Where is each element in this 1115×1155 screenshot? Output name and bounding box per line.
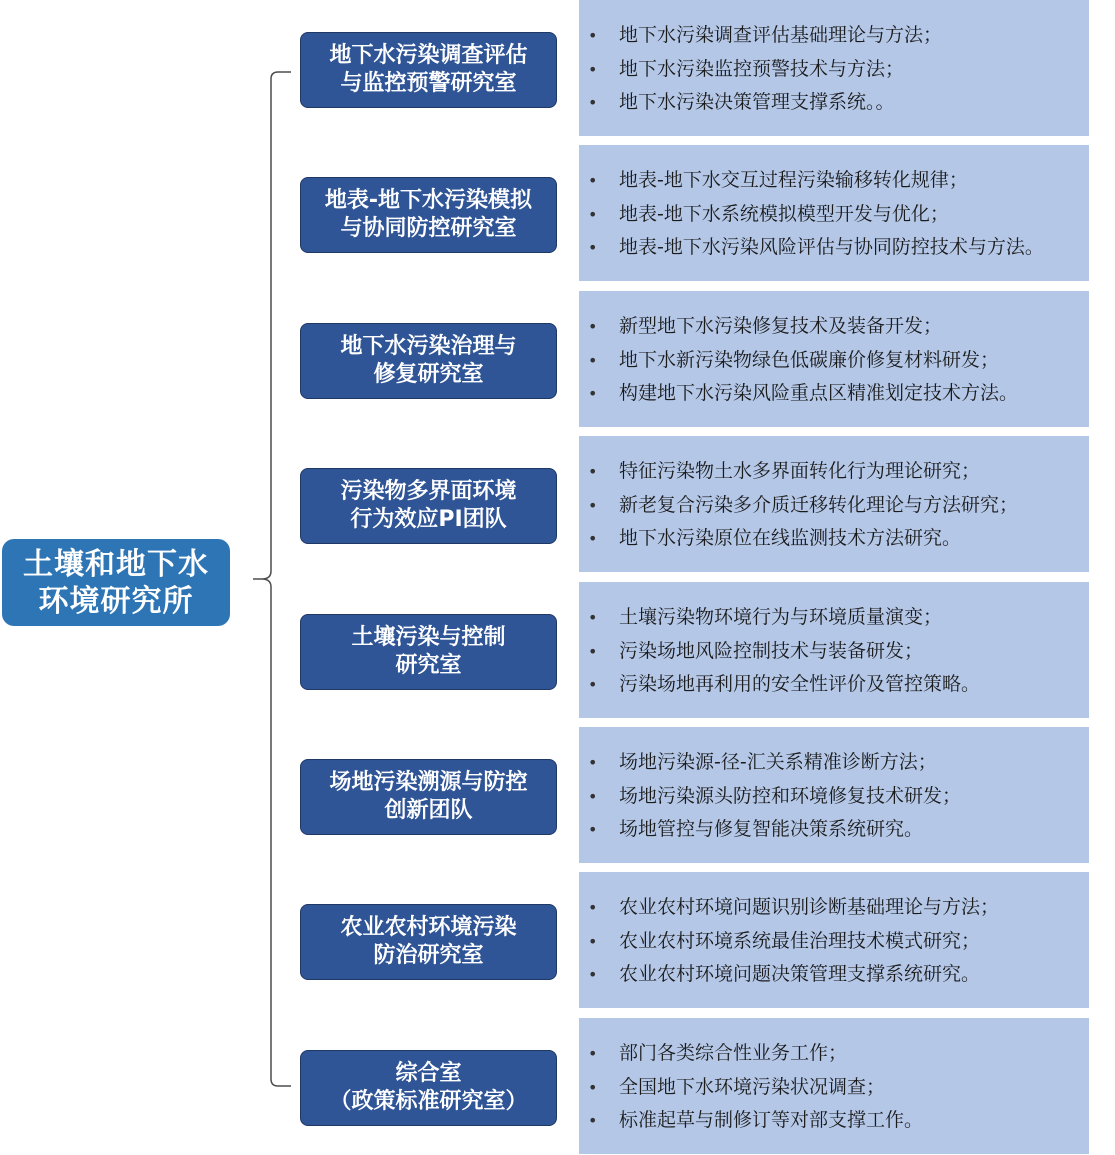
description-text: 地下水污染调查评估基础理论与方法； bbox=[619, 24, 943, 46]
description-item bbox=[579, 19, 1089, 53]
bullet-icon: • bbox=[588, 350, 598, 370]
description-text: 污染场地风险控制技术与装备研发； bbox=[619, 639, 924, 662]
department-description-panel bbox=[579, 872, 1089, 1008]
description-text: 污染场地再利用的安全性评价及管控策略。 bbox=[619, 673, 981, 695]
department-name-box bbox=[300, 32, 557, 108]
description-item bbox=[579, 1071, 1089, 1105]
bullet-icon: • bbox=[588, 238, 598, 257]
department-description-panel bbox=[579, 582, 1089, 718]
bullet-icon: • bbox=[588, 608, 598, 627]
department-name-box bbox=[300, 1050, 557, 1126]
description-item bbox=[579, 813, 1089, 847]
department-name-line: 地下水污染调查评估 bbox=[329, 43, 528, 68]
bullet-icon: • bbox=[588, 965, 598, 984]
department-name-box bbox=[300, 614, 557, 690]
bullet-icon: • bbox=[588, 675, 598, 694]
bullet-icon: • bbox=[588, 1077, 598, 1097]
department-row bbox=[0, 582, 1115, 718]
description-text: 标准起草与制修订等对部支撑工作。 bbox=[619, 1109, 924, 1131]
department-name-line: 场地污染溯源与防控 bbox=[329, 770, 528, 795]
description-item bbox=[579, 601, 1089, 635]
description-text: 农业农村环境问题决策管理支撑系统研究。 bbox=[619, 963, 981, 985]
department-name-line: 与协同防控研究室 bbox=[340, 216, 517, 241]
department-description-panel bbox=[579, 1018, 1089, 1154]
department-row bbox=[0, 1018, 1115, 1154]
department-row bbox=[0, 436, 1115, 572]
department-name-line: （政策标准研究室） bbox=[329, 1089, 528, 1114]
department-name-line: 创新团队 bbox=[384, 798, 473, 823]
department-row bbox=[0, 0, 1115, 136]
department-name-line: 研究室 bbox=[395, 653, 462, 678]
description-text: 场地污染源头防控和环境修复技术研发； bbox=[619, 784, 962, 807]
department-name-line: 行为效应PI团队 bbox=[350, 507, 507, 532]
department-row bbox=[0, 727, 1115, 863]
description-text: 全国地下水环境污染状况调查； bbox=[619, 1075, 886, 1098]
description-text: 场地管控与修复智能决策系统研究。 bbox=[619, 818, 924, 840]
description-item bbox=[579, 377, 1089, 411]
bullet-icon: • bbox=[588, 171, 598, 190]
description-text: 农业农村环境系统最佳治理技术模式研究； bbox=[619, 929, 981, 952]
department-name-box bbox=[300, 468, 557, 544]
description-item bbox=[579, 925, 1089, 959]
description-text: 新型地下水污染修复技术及装备开发； bbox=[619, 315, 943, 337]
department-name-line: 与监控预警研究室 bbox=[340, 71, 517, 96]
bullet-icon: • bbox=[588, 931, 598, 951]
department-name-line: 污染物多界面环境 bbox=[340, 479, 517, 504]
description-text: 地下水污染监控预警技术与方法； bbox=[619, 57, 905, 80]
description-item bbox=[579, 780, 1089, 814]
department-description-panel bbox=[579, 291, 1089, 427]
description-text: 地表-地下水系统模拟模型开发与优化； bbox=[619, 202, 949, 225]
bullet-icon: • bbox=[588, 204, 598, 224]
bullet-icon: • bbox=[588, 26, 598, 45]
bullet-icon: • bbox=[588, 495, 598, 515]
root-title-line-2: 环境研究所 bbox=[38, 583, 194, 619]
description-text: 新老复合污染多介质迁移转化理论与方法研究； bbox=[619, 493, 1019, 516]
root-title-line-1: 土壤和地下水 bbox=[23, 546, 209, 582]
description-item bbox=[579, 86, 1089, 120]
description-item bbox=[579, 522, 1089, 556]
department-name-box bbox=[300, 177, 557, 253]
bullet-icon: • bbox=[588, 820, 598, 839]
description-item bbox=[579, 891, 1089, 925]
description-item bbox=[579, 164, 1089, 198]
description-item bbox=[579, 198, 1089, 232]
description-item bbox=[579, 310, 1089, 344]
department-name-line: 修复研究室 bbox=[373, 362, 484, 387]
bullet-icon: • bbox=[588, 93, 598, 112]
description-text: 部门各类综合性业务工作； bbox=[619, 1042, 848, 1064]
department-name-box bbox=[300, 323, 557, 399]
department-name-line: 土壤污染与控制 bbox=[351, 625, 506, 650]
department-row bbox=[0, 145, 1115, 281]
department-description-panel bbox=[579, 0, 1089, 136]
description-text: 地表-地下水交互过程污染输移转化规律； bbox=[619, 169, 968, 191]
department-name-line: 农业农村环境污染 bbox=[340, 915, 517, 940]
bullet-icon: • bbox=[588, 753, 598, 772]
description-item bbox=[579, 455, 1089, 489]
bullet-icon: • bbox=[588, 317, 598, 336]
department-name-line: 防治研究室 bbox=[373, 943, 484, 968]
description-text: 地下水污染决策管理支撑系统。。 bbox=[619, 91, 895, 113]
description-item bbox=[579, 746, 1089, 780]
description-text: 场地污染源-径-汇关系精准诊断方法； bbox=[619, 751, 937, 773]
department-description-panel bbox=[579, 145, 1089, 281]
department-description-panel bbox=[579, 436, 1089, 572]
description-text: 农业农村环境问题识别诊断基础理论与方法； bbox=[619, 896, 1000, 918]
department-name-box bbox=[300, 904, 557, 980]
description-item bbox=[579, 958, 1089, 992]
description-item bbox=[579, 635, 1089, 669]
description-item bbox=[579, 1104, 1089, 1138]
description-text: 构建地下水污染风险重点区精准划定技术方法。 bbox=[619, 382, 1019, 404]
bullet-icon: • bbox=[588, 529, 598, 548]
description-item bbox=[579, 1037, 1089, 1071]
department-name-line: 综合室 bbox=[395, 1061, 462, 1086]
department-description-panel bbox=[579, 727, 1089, 863]
department-name-line: 地下水污染治理与 bbox=[340, 334, 517, 359]
description-text: 特征污染物土水多界面转化行为理论研究； bbox=[619, 460, 981, 482]
description-item bbox=[579, 344, 1089, 378]
description-text: 地下水新污染物绿色低碳廉价修复材料研发； bbox=[619, 348, 1000, 371]
department-row bbox=[0, 291, 1115, 427]
bullet-icon: • bbox=[588, 786, 598, 806]
description-item bbox=[579, 53, 1089, 87]
bullet-icon: • bbox=[588, 1044, 598, 1063]
description-text: 土壤污染物环境行为与环境质量演变； bbox=[619, 606, 943, 628]
bullet-icon: • bbox=[588, 462, 598, 481]
description-item bbox=[579, 231, 1089, 265]
bullet-icon: • bbox=[588, 1111, 598, 1130]
description-item bbox=[579, 668, 1089, 702]
bullet-icon: • bbox=[588, 59, 598, 79]
department-row bbox=[0, 872, 1115, 1008]
description-text: 地下水污染原位在线监测技术方法研究。 bbox=[619, 527, 962, 549]
description-item bbox=[579, 489, 1089, 523]
department-name-line: 地表-地下水污染模拟 bbox=[324, 188, 533, 213]
bullet-icon: • bbox=[588, 384, 598, 403]
department-name-box bbox=[300, 759, 557, 835]
bullet-icon: • bbox=[588, 898, 598, 917]
bullet-icon: • bbox=[588, 641, 598, 661]
description-text: 地表-地下水污染风险评估与协同防控技术与方法。 bbox=[619, 236, 1044, 258]
